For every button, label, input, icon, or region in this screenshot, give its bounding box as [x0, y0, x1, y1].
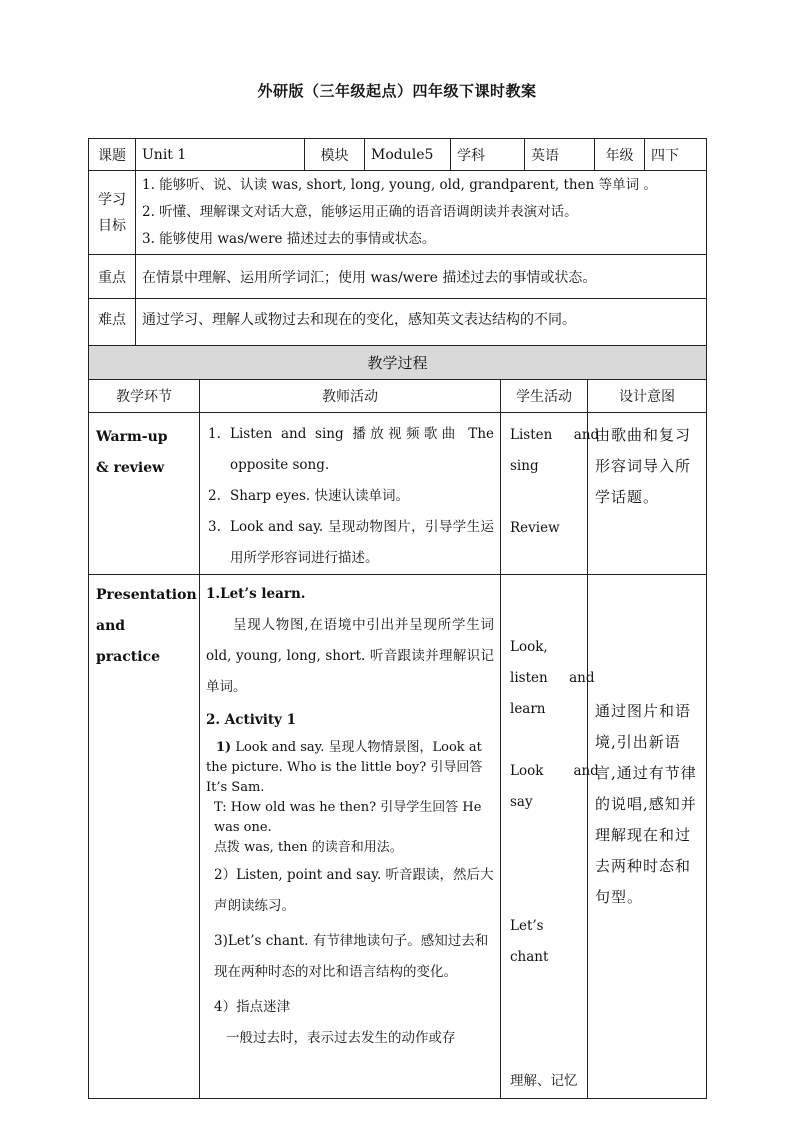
page-title: 外研版（三年级起点）四年级下课时教案: [257, 82, 537, 100]
warmup-item-text: Sharp eyes. 快速认读单词。: [230, 488, 409, 504]
warmup-item-text: Look and say. 呈现动物图片，引导学生运用所学形容词进行描述。: [230, 519, 494, 566]
activity-2: 2）Listen, point and say. 听音跟读，然后大声朗读练习。: [214, 867, 494, 914]
teaching-process-table: [88, 345, 707, 1099]
subject-value: 英语: [525, 139, 595, 171]
student-look-line: listen and: [510, 670, 595, 686]
student-chant: Let’s chant: [510, 918, 549, 965]
warmup-item-text: Listen and sing 播放视频歌曲 The opposite song.: [230, 426, 494, 473]
warmup-teacher: [200, 413, 501, 575]
warmup-item: [200, 512, 494, 574]
header-stage: 教学环节: [89, 380, 200, 413]
student-look-line: learn: [510, 701, 546, 717]
warmup-item: [200, 419, 494, 481]
student-say-line: say: [510, 794, 533, 810]
warmup-item-number: 1.: [208, 426, 221, 442]
warmup-student-line: Listen and: [510, 427, 600, 443]
activity-1-note: 点拨 was, then 的读音和用法。: [214, 840, 403, 855]
warmup-item-number: 3.: [208, 519, 221, 535]
key-value: 在情景中理解、运用所学词汇；使用 was/were 描述过去的事情或状态。: [136, 255, 707, 299]
info-row-key: [89, 255, 707, 299]
activity-1-label: 1): [216, 740, 232, 755]
activity-1-teacher-question: T: How old was he then? 引导学生回答 He was one.: [214, 800, 482, 835]
activity-3: 3)Let’s chant. 有节律地读句子。感知过去和现在两种时态的对比和语言结构的变化。: [214, 933, 489, 980]
presentation-purpose-text: 通过图片和语境,引出新语言,通过有节律的说唱,感知并理解现在和过去两种时态和句型。: [595, 702, 697, 906]
warmup-student-text: [502, 414, 600, 544]
grade-value: 四下: [645, 139, 707, 171]
info-row-goals: [89, 171, 707, 255]
warmup-student-line: sing: [510, 458, 539, 474]
student-understand: 理解、记忆: [510, 1073, 578, 1089]
warmup-purpose: [588, 413, 707, 575]
header-student: 学生活动: [501, 380, 588, 413]
warmup-stage-line-1: Warm-up: [96, 429, 168, 445]
difficulty-label: 难点: [89, 299, 136, 346]
warmup-item-number: 2.: [208, 488, 221, 504]
module-value: Module5: [365, 139, 451, 171]
presentation-heading-1: 1.Let’s learn.: [206, 586, 306, 602]
presentation-para-1: 呈现人物图,在语境中引出并呈现所学生词 old, young, long, short. 听音跟读并理解识记单词。: [206, 617, 494, 695]
presentation-student-text: [502, 576, 599, 1097]
warmup-stage: [89, 413, 200, 575]
activity-4: 4）指点迷津: [214, 999, 291, 1015]
activity-1: [206, 738, 494, 798]
lesson-info-table: [88, 138, 707, 346]
student-say-line: Look and: [510, 763, 599, 779]
goals-label-line-2: 目标: [98, 217, 126, 234]
presentation-heading-2: 2. Activity 1: [206, 712, 296, 728]
warmup-purpose-text: 由歌曲和复习形容词导入所学话题。: [595, 426, 692, 506]
goal-item: 1. 能够听、说、认读 was, short, long, young, old, grandparent, then 等单词 。: [142, 177, 657, 193]
warmup-row: [89, 413, 707, 575]
presentation-teacher: [200, 575, 501, 1099]
info-row-topic: [89, 139, 707, 171]
warmup-stage-line-2: & review: [96, 460, 165, 476]
process-band-row: [89, 346, 707, 380]
info-row-difficulty: [89, 299, 707, 346]
key-label: 重点: [89, 255, 136, 299]
goals-label-line-1: 学习: [98, 191, 126, 208]
topic-value: Unit 1: [136, 139, 305, 171]
header-purpose: 设计意图: [588, 380, 707, 413]
process-header-row: [89, 380, 707, 413]
warmup-item: [200, 481, 494, 512]
grade-label: 年级: [595, 139, 645, 171]
warmup-student: [501, 413, 600, 575]
module-label: 模块: [305, 139, 365, 171]
goal-item: 2. 听懂、理解课文对话大意，能够运用正确的语音语调朗读并表演对话。: [142, 204, 578, 220]
process-band: 教学过程: [89, 346, 707, 380]
presentation-stage-line-2: and practice: [96, 618, 160, 665]
subject-label: 学科: [451, 139, 525, 171]
presentation-purpose: [588, 575, 707, 1099]
presentation-stage-line-1: Presentation: [96, 587, 197, 603]
presentation-stage: [89, 575, 200, 1099]
warmup-stage-label: [90, 414, 198, 484]
header-teacher: 教师活动: [200, 380, 501, 413]
presentation-stage-label: [90, 576, 198, 673]
difficulty-value: 通过学习、理解人或物过去和现在的变化，感知英文表达结构的不同。: [136, 299, 707, 346]
activity-5: 一般过去时，表示过去发生的动作或存: [226, 1030, 456, 1046]
goal-item: 3. 能够使用 was/were 描述过去的事情或状态。: [142, 231, 436, 247]
goals-value: [136, 171, 707, 255]
presentation-student: [501, 575, 599, 1099]
student-look-line: Look,: [510, 639, 548, 655]
warmup-student-line: Review: [510, 520, 560, 536]
activity-1-text: Look and say. 呈现人物情景图，Look at the picture. Who is the little boy? 引导回答 It’s Sam.: [206, 740, 483, 795]
goals-label: [89, 171, 136, 255]
topic-label: 课题: [89, 139, 136, 171]
presentation-row: [89, 575, 707, 1099]
